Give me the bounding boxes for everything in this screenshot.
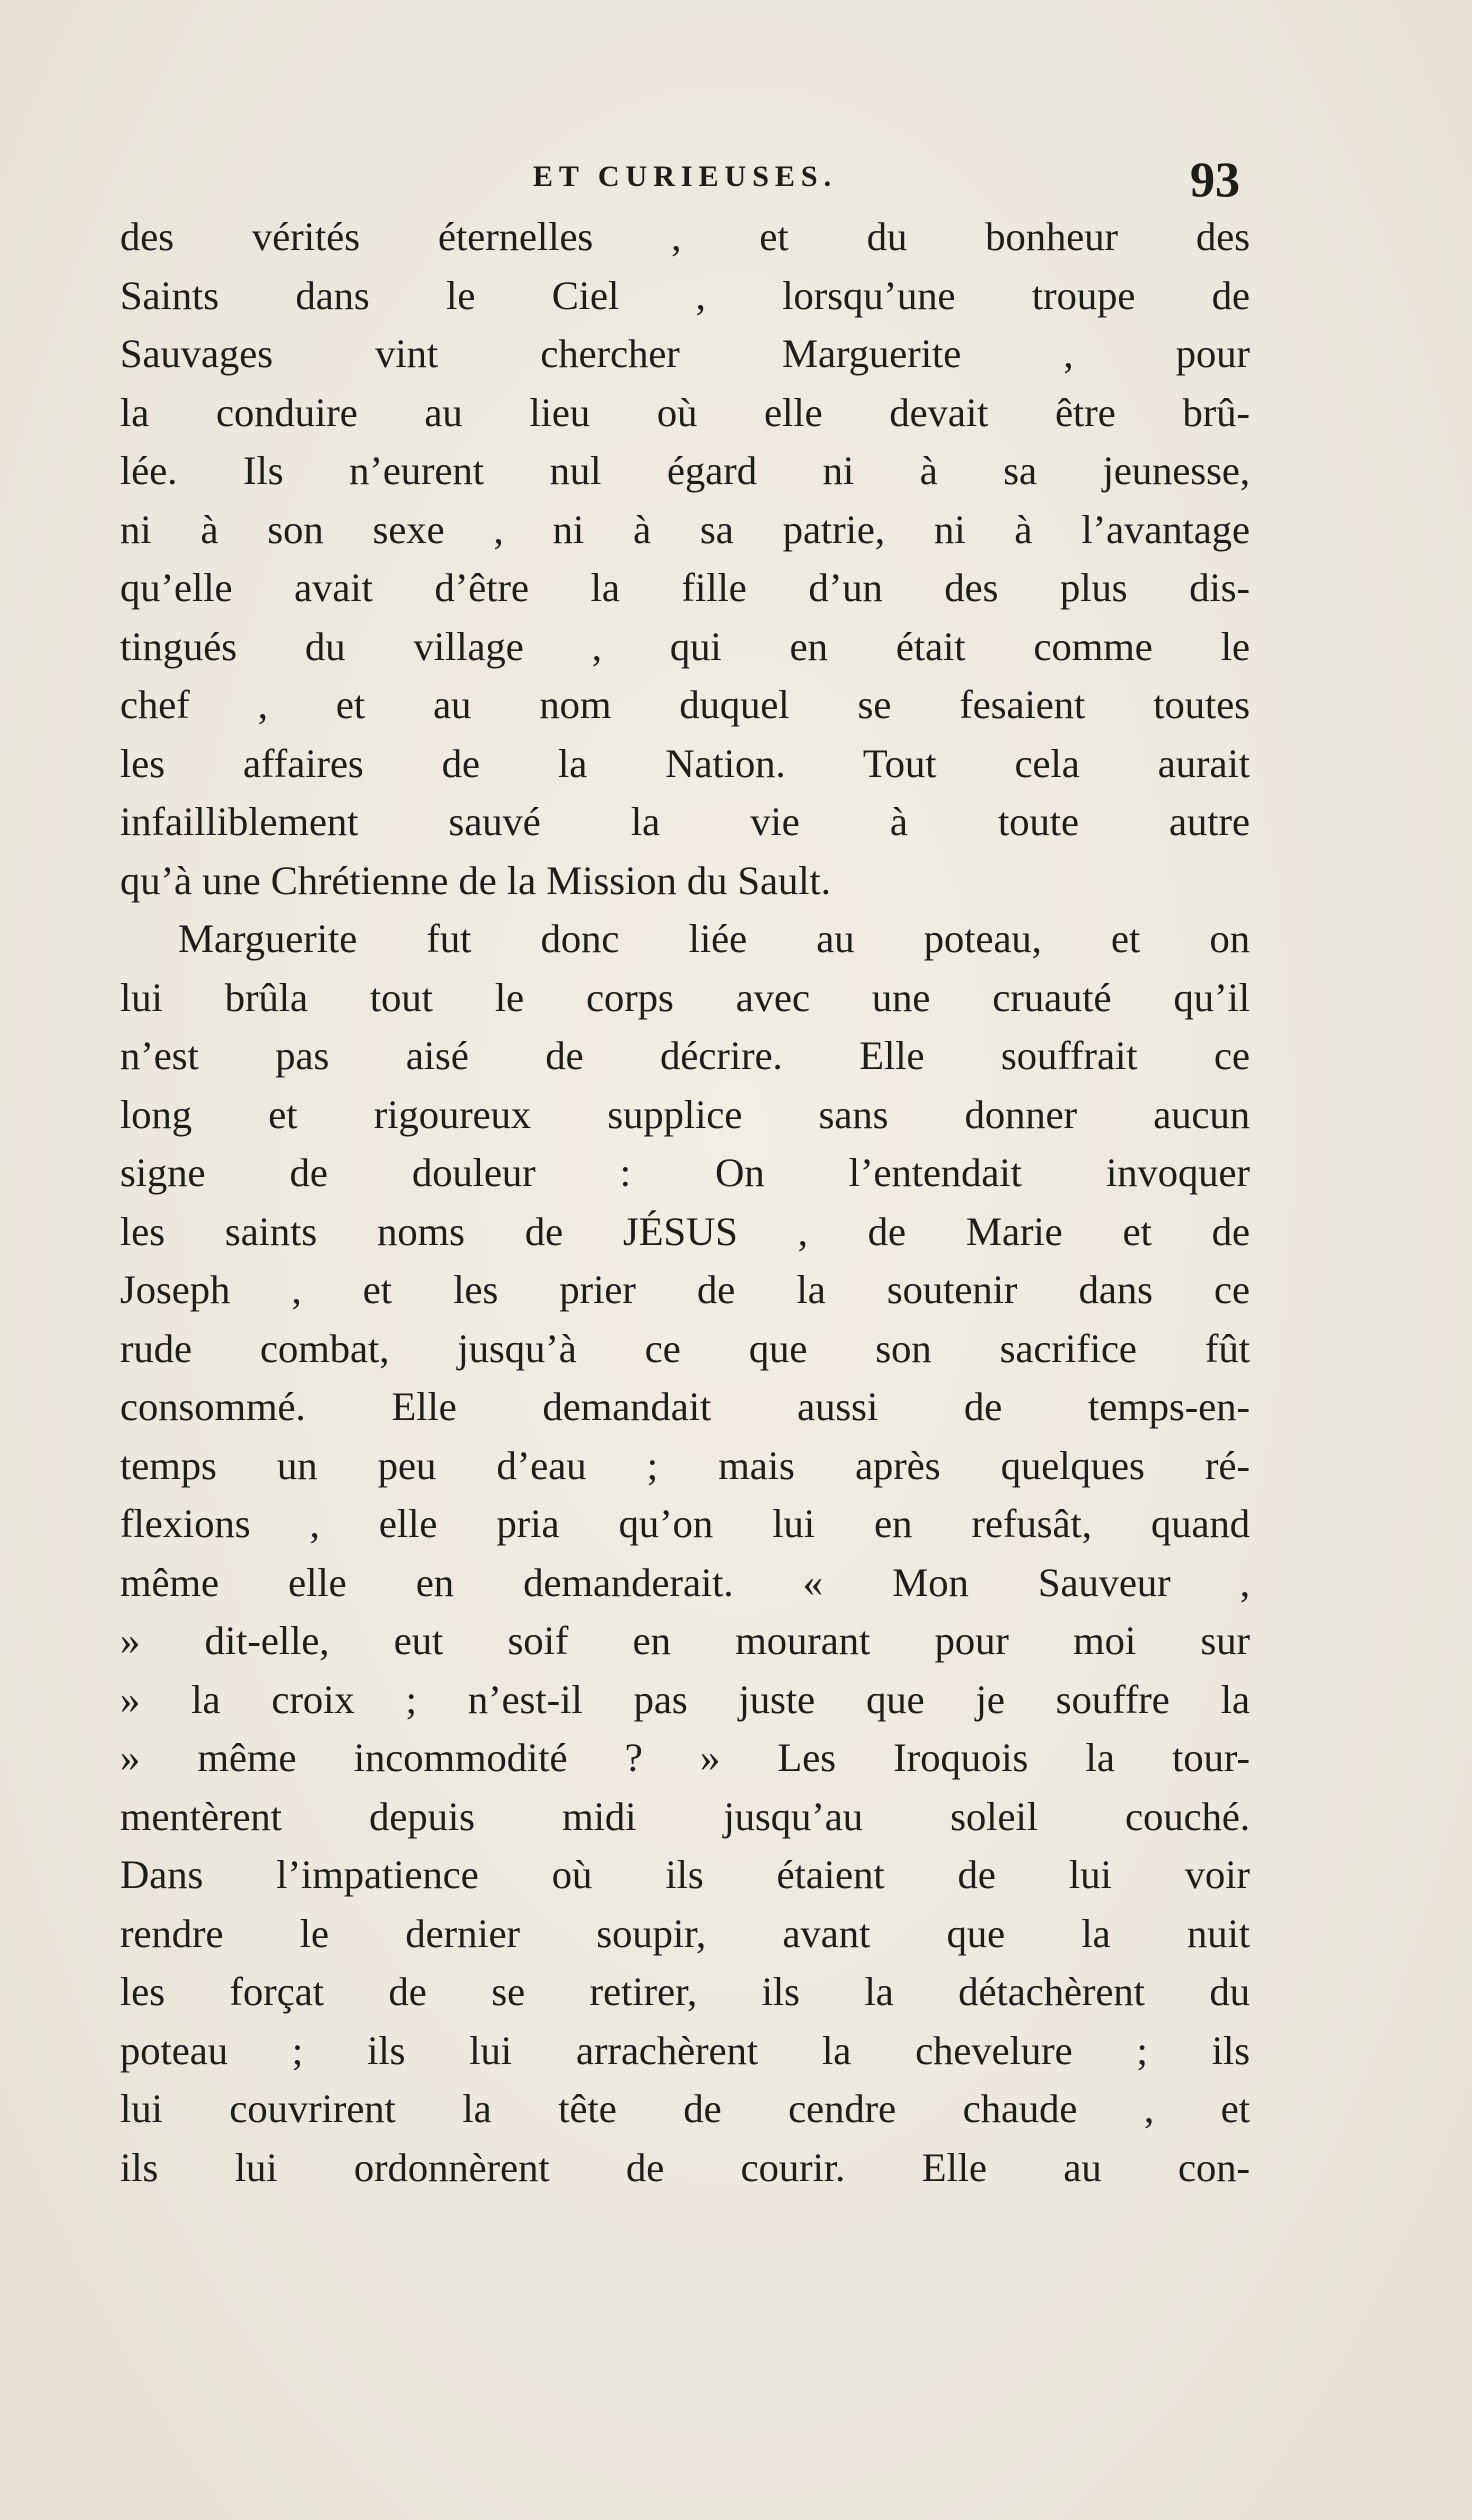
text-line: rendre le dernier soupir, avant que la nuit	[120, 1910, 1250, 1956]
text-line: » dit-elle, eut soif en mourant pour moi sur	[120, 1618, 1250, 1663]
text-line: même elle en demanderait. « Mon Sauveur ,	[120, 1559, 1250, 1605]
text-line: long et rigoureux supplice sans donner aucun	[120, 1091, 1250, 1137]
text-line: signe de douleur : On l’entendait invoquer	[120, 1150, 1250, 1195]
text-line: rude combat, jusqu’à ce que son sacrifice fût	[120, 1325, 1250, 1371]
page-number: 93	[1190, 151, 1240, 207]
text-line: des vérités éternelles , et du bonheur des	[120, 214, 1250, 259]
text-line: Sauvages vint chercher Marguerite , pour	[120, 331, 1250, 376]
running-title: ET CURIEUSES.	[532, 160, 838, 193]
text-line: qu’elle avait d’être la fille d’un des plus dis-	[120, 565, 1250, 610]
text-line: lui couvrirent la tête de cendre chaude , et	[120, 2086, 1250, 2131]
text-line: Joseph , et les prier de la soutenir dans ce	[120, 1267, 1250, 1312]
text-line: Saints dans le Ciel , lorsqu’une troupe de	[120, 272, 1250, 318]
text-line: la conduire au lieu où elle devait être brû-	[120, 389, 1250, 435]
text-line: les forçat de se retirer, ils la détachèrent du	[120, 1969, 1250, 2014]
text-line: flexions , elle pria qu’on lui en refusât, quand	[120, 1501, 1250, 1546]
text-line: les affaires de la Nation. Tout cela aurait	[120, 740, 1250, 786]
text-line: poteau ; ils lui arrachèrent la chevelure ; ils	[120, 2027, 1250, 2073]
text-line: tingués du village , qui en était comme le	[120, 623, 1250, 669]
text-line: les saints noms de JÉSUS , de Marie et de	[120, 1208, 1250, 1254]
text-line: qu’à une Chrétienne de la Mission du Sault.	[120, 857, 831, 903]
text-line: lui brûla tout le corps avec une cruauté qu’il	[120, 974, 1250, 1020]
text-line: Dans l’impatience où ils étaient de lui voir	[120, 1852, 1250, 1897]
text-line: » la croix ; n’est-il pas juste que je souffre la	[120, 1676, 1250, 1722]
text-line: chef , et au nom duquel se fesaient toutes	[120, 682, 1250, 727]
text-line: ils lui ordonnèrent de courir. Elle au con-	[120, 2144, 1250, 2190]
text-line: temps un peu d’eau ; mais après quelques ré-	[120, 1442, 1250, 1488]
text-line: » même incommodité ? » Les Iroquois la tour-	[120, 1735, 1250, 1780]
body-text	[120, 208, 1250, 2197]
text-line: mentèrent depuis midi jusqu’au soleil couché.	[120, 1793, 1250, 1839]
paragraph-first-line: Marguerite fut donc liée au poteau, et on	[178, 916, 1250, 961]
running-head	[120, 150, 1250, 210]
text-line: ni à son sexe , ni à sa patrie, ni à l’avantage	[120, 506, 1250, 552]
text-line: infailliblement sauvé la vie à toute autre	[120, 799, 1250, 844]
text-line: consommé. Elle demandait aussi de temps-en-	[120, 1384, 1250, 1429]
text-line: lée. Ils n’eurent nul égard ni à sa jeunesse,	[120, 448, 1250, 493]
text-line: n’est pas aisé de décrire. Elle souffrait ce	[120, 1033, 1250, 1078]
